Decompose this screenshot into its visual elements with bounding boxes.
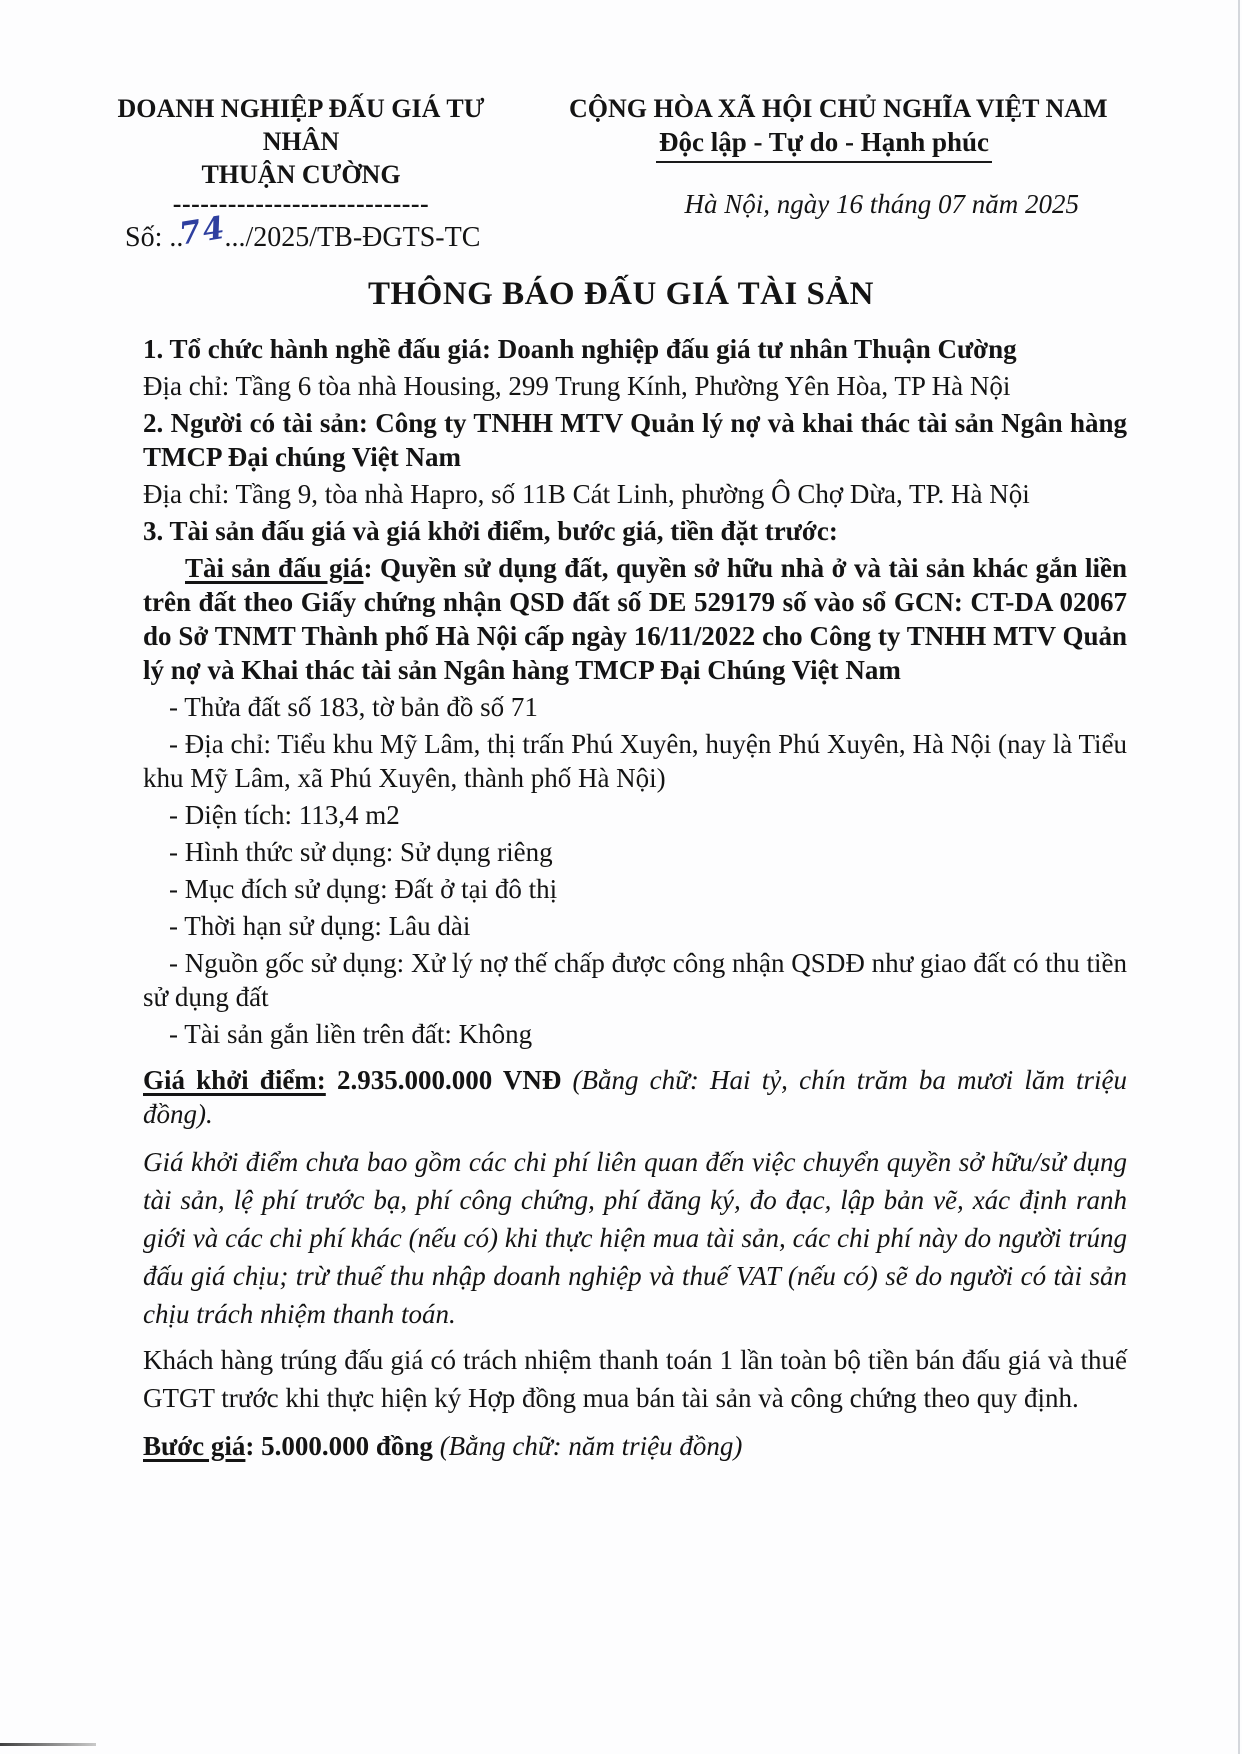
bid-step-in-words: (Bằng chữ: năm triệu đồng) (439, 1431, 743, 1461)
section-1-heading: 1. Tổ chức hành nghề đấu giá: Doanh nghiệp đấu giá tư nhân Thuận Cường (143, 334, 1017, 364)
bid-step-line (143, 1429, 1127, 1463)
doc-number-label: Số: .. (125, 222, 184, 253)
doc-number-handwritten: 74 (177, 209, 230, 253)
place-date-line: Hà Nội, ngày 16 tháng 07 năm 2025 (684, 189, 1079, 219)
bid-step-amount: : 5.000.000 đồng (245, 1431, 440, 1461)
starting-price-in-words: (Bằng chữ: Hai tỷ, chín trăm ba mươi lăm triệu đồng). (143, 1065, 1127, 1129)
page-title: THÔNG BÁO ĐẤU GIÁ TÀI SẢN (367, 276, 875, 312)
document-header (0, 0, 1242, 254)
price-exclusion-note: Giá khởi điểm chưa bao gồm các chi phí liên quan đến việc chuyển quyền sở hữu/sử dụng tài sản, lệ phí trước bạ, phí công chứng, phí đăng ký, đo đạc, lập bản vẽ, xác định ranh giới và các chi phí khác (nếu có) khi thực hiện mua tài sản, các chi phí này do người trúng đấu giá chịu; trừ thuế thu nhập doanh nghiệp và thuế VAT (nếu có) sẽ do người có tài sản chịu trách nhiệm thanh toán. (143, 1147, 1127, 1329)
asset-detail-item: - Tài sản gắn liền trên đất: Không (169, 1019, 533, 1049)
org-name-line1: DOANH NGHIỆP ĐẤU GIÁ TƯ NHÂN (117, 94, 485, 156)
asset-detail-item: - Thửa đất số 183, tờ bản đồ số 71 (169, 692, 538, 722)
asset-detail-item: - Thời hạn sử dụng: Lâu dài (169, 911, 471, 941)
document-body (0, 313, 1242, 1463)
section-2-heading: 2. Người có tài sản: Công ty TNHH MTV Quản lý nợ và khai thác tài sản Ngân hàng TMCP Đại chúng Việt Nam (143, 408, 1127, 472)
doc-number-rest: /2025/TB-ĐGTS-TC (245, 222, 481, 253)
section-3-heading: 3. Tài sản đấu giá và giá khởi điểm, bước giá, tiền đặt trước: (143, 516, 838, 546)
asset-detail-item: - Địa chỉ: Tiểu khu Mỹ Lâm, thị trấn Phú Xuyên, huyện Phú Xuyên, Hà Nội (nay là Tiểu khu Mỹ Lâm, xã Phú Xuyên, thành phố Hà Nội) (143, 729, 1127, 793)
organizer-address: Địa chỉ: Tầng 6 tòa nhà Housing, 299 Trung Kính, Phường Yên Hòa, TP Hà Nội (143, 371, 1011, 401)
scan-artifact-right-edge (1238, 0, 1240, 1754)
asset-detail-item: - Hình thức sử dụng: Sử dụng riêng (169, 837, 553, 867)
republic-line: CỘNG HÒA XÃ HỘI CHỦ NGHĨA VIỆT NAM (569, 94, 1108, 123)
asset-description: Quyền sử dụng đất, quyền sở hữu nhà ở và tài sản khác gắn liền trên đất theo Giấy chứng nhận QSD đất số DE 529179 số vào sổ GCN: CT-DA 02067 do Sở TNMT Thành phố Hà Nội cấp ngày 16/11/2022 cho Công ty TNHH MTV Quản lý nợ và Khai thác tài sản Ngân hàng TMCP Đại Chúng Việt Nam (143, 553, 1127, 685)
org-name-line2: THUẬN CƯỜNG (201, 160, 401, 189)
asset-detail-item: - Mục đích sử dụng: Đất ở tại đô thị (169, 874, 558, 904)
national-header-block (569, 92, 1108, 254)
starting-price-line (143, 1063, 1127, 1131)
asset-label-separator: : (363, 553, 380, 583)
scan-artifact-bottom-left-mark (0, 1743, 96, 1746)
national-motto: Độc lập - Tự do - Hạnh phúc (656, 127, 992, 163)
starting-price-amount: 2.935.000.000 VNĐ (325, 1065, 573, 1095)
auction-asset-paragraph (143, 551, 1127, 687)
asset-detail-item: - Diện tích: 113,4 m2 (169, 800, 400, 830)
bid-step-label: Bước giá (143, 1431, 246, 1461)
issuing-org-block (85, 92, 517, 254)
doc-number (85, 209, 517, 254)
owner-address: Địa chỉ: Tầng 9, tòa nhà Hapro, số 11B Cát Linh, phường Ô Chợ Dừa, TP. Hà Nội (143, 479, 1030, 509)
dashed-divider: ---------------------------- (172, 193, 430, 215)
asset-detail-item: - Nguồn gốc sử dụng: Xử lý nợ thế chấp được công nhận QSDĐ như giao đất có thu tiền sử dụng đất (143, 948, 1127, 1012)
starting-price-label: Giá khởi điểm: (143, 1065, 326, 1095)
payment-obligation-note: Khách hàng trúng đấu giá có trách nhiệm thanh toán 1 lần toàn bộ tiền bán đấu giá và thuế GTGT trước khi thực hiện ký Hợp đồng mua bán tài sản và công chứng theo quy định. (143, 1345, 1127, 1413)
doc-number-dots: ... (224, 222, 246, 253)
asset-label: Tài sản đấu giá (185, 553, 364, 583)
